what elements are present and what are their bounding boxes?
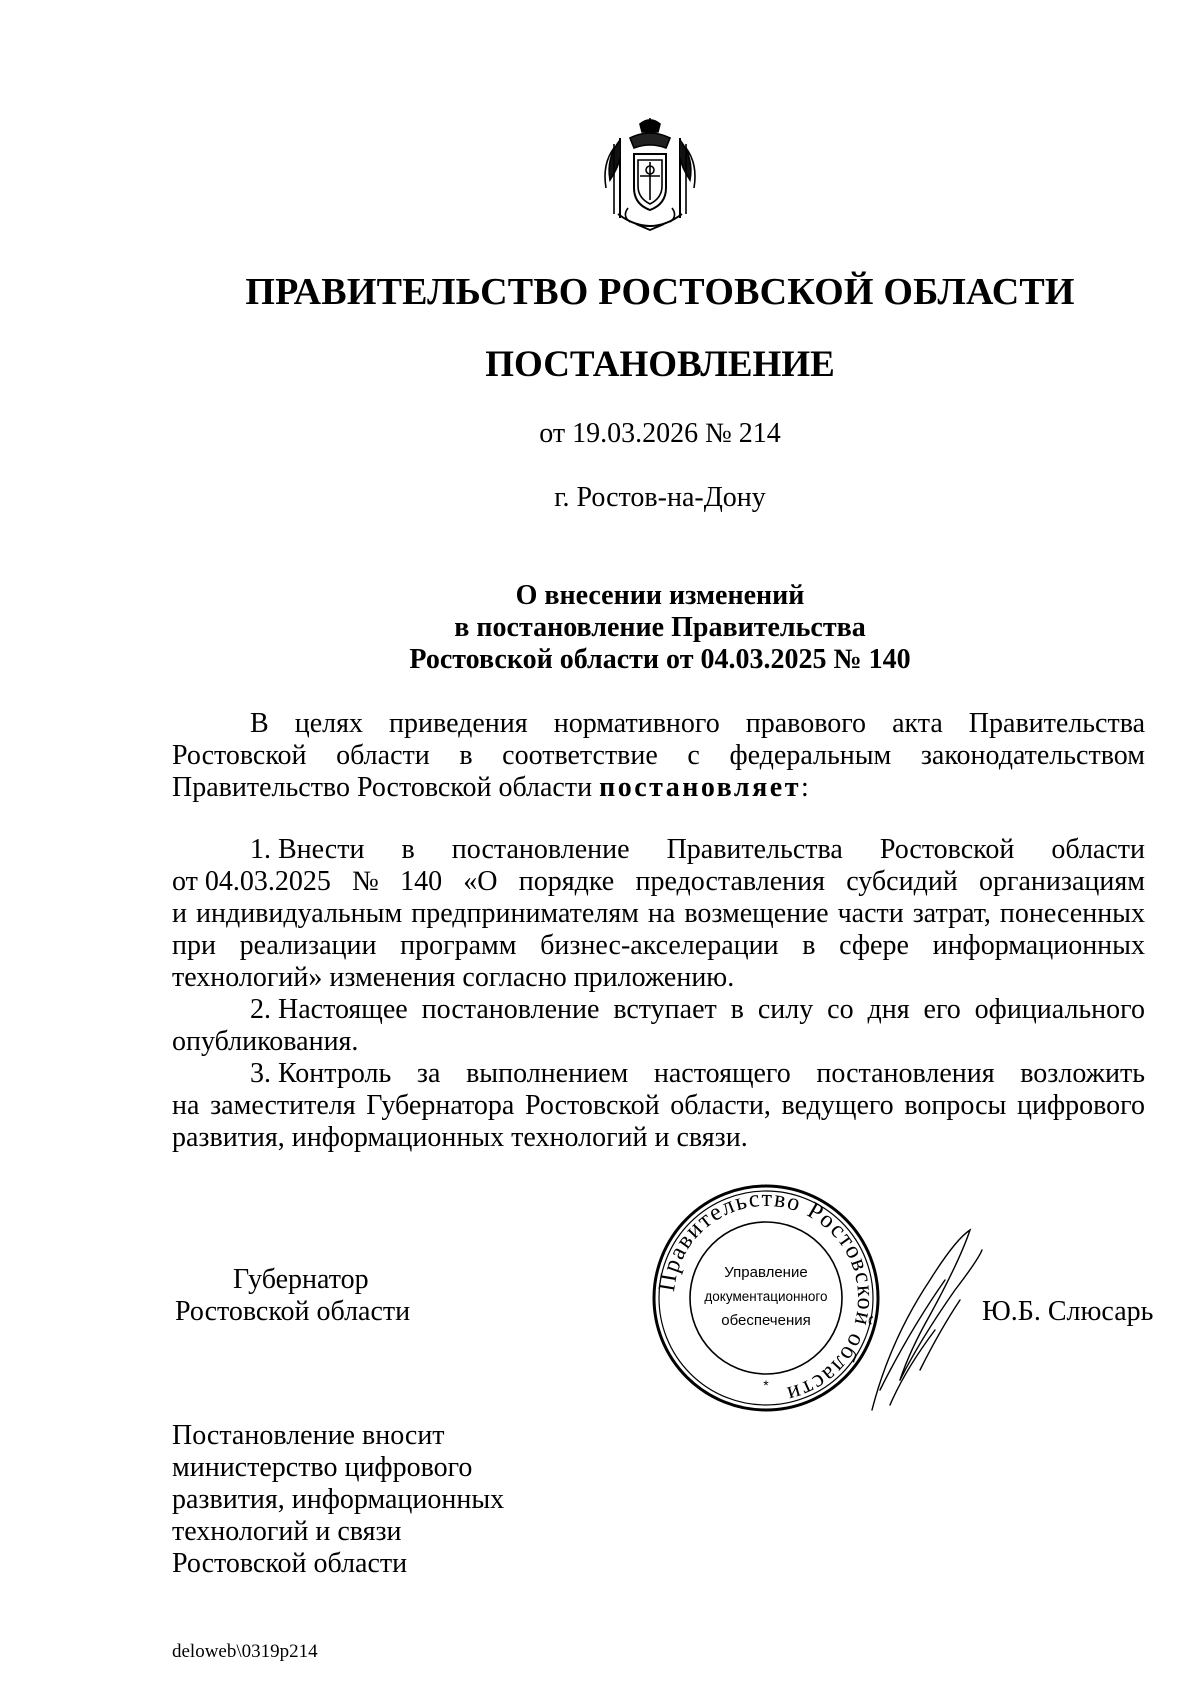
preamble-line-3: Правительство Ростовской области постановляет :	[172, 772, 809, 803]
document-code: deloweb\0319p214	[172, 1641, 318, 1662]
signatory-position-line-1: Губернатор	[233, 1264, 369, 1295]
preamble	[172, 708, 1145, 804]
subject-line-1: О внесении изменений	[515, 580, 805, 611]
signatory-position	[175, 1264, 410, 1328]
item-3-line-2: на заместителя Губернатора Ростовской области, ведущего вопросы цифрового	[172, 1090, 1145, 1121]
item-2-line-2: опубликования.	[172, 1026, 359, 1057]
seal-star-icon: *	[763, 1377, 769, 1393]
submitted-by-line-2: министерство цифрового	[172, 1452, 473, 1483]
official-seal	[650, 1182, 882, 1414]
signatory-name: Ю.Б. Слюсарь	[982, 1296, 1154, 1327]
item-3-line-1: 3. Контроль за выполнением настоящего постановления возложить	[250, 1058, 1145, 1089]
submitted-by-line-1: Постановление вносит	[172, 1420, 445, 1451]
item-1-line-2: от 04.03.2025 № 140 «О порядке предоставления субсидий организациям	[172, 866, 1145, 897]
coat-of-arms-emblem	[600, 118, 700, 236]
seal-ring-text: Правительство Ростовской области	[653, 1185, 879, 1408]
government-title: ПРАВИТЕЛЬСТВО РОСТОВСКОЙ ОБЛАСТИ	[245, 271, 1075, 313]
document-subject	[0, 580, 1200, 676]
preamble-line-1: В целях приведения нормативного правового акта Правительства	[250, 708, 1145, 739]
subject-line-3: Ростовской области от 04.03.2025 № 140	[409, 644, 911, 675]
item-1-line-4: при реализации программ бизнес-акселерации в сфере информационных	[172, 930, 1145, 961]
item-1-line-3: и индивидуальным предпринимателям на возмещение части затрат, понесенных	[172, 898, 1145, 929]
subject-line-2: в постановление Правительства	[454, 612, 866, 643]
item-3-line-3: развития, информационных технологий и связи.	[172, 1122, 748, 1153]
preamble-line-2: Ростовской области в соответствие с федеральным законодательством	[172, 740, 1145, 771]
item-1-line-1: 1. Внести в постановление Правительства Ростовской области	[250, 834, 1145, 865]
item-2-line-1: 2. Настоящее постановление вступает в силу со дня его официального	[250, 994, 1145, 1025]
seal-center-line-3: обеспечения	[721, 1312, 811, 1329]
handwritten-signature	[860, 1220, 1000, 1420]
resolves-word: постановляет	[599, 772, 801, 803]
document-date-number: от 19.03.2026 № 214	[539, 418, 781, 449]
seal-center-line-2: документационного	[704, 1289, 828, 1304]
document-city: г. Ростов-на-Дону	[554, 482, 766, 513]
signatory-position-line-2: Ростовской области	[175, 1296, 411, 1327]
submitted-by-line-5: Ростовской области	[172, 1548, 408, 1579]
submitted-by-note	[172, 1420, 504, 1580]
submitted-by-line-4: технологий и связи	[172, 1516, 402, 1547]
submitted-by-line-3: развития, информационных	[172, 1484, 505, 1515]
seal-center-line-1: Управление	[724, 1264, 808, 1281]
item-1-line-5: технологий» изменения согласно приложению.	[172, 962, 735, 993]
resolution-items	[172, 834, 1145, 1154]
document-type: ПОСТАНОВЛЕНИЕ	[485, 344, 835, 385]
